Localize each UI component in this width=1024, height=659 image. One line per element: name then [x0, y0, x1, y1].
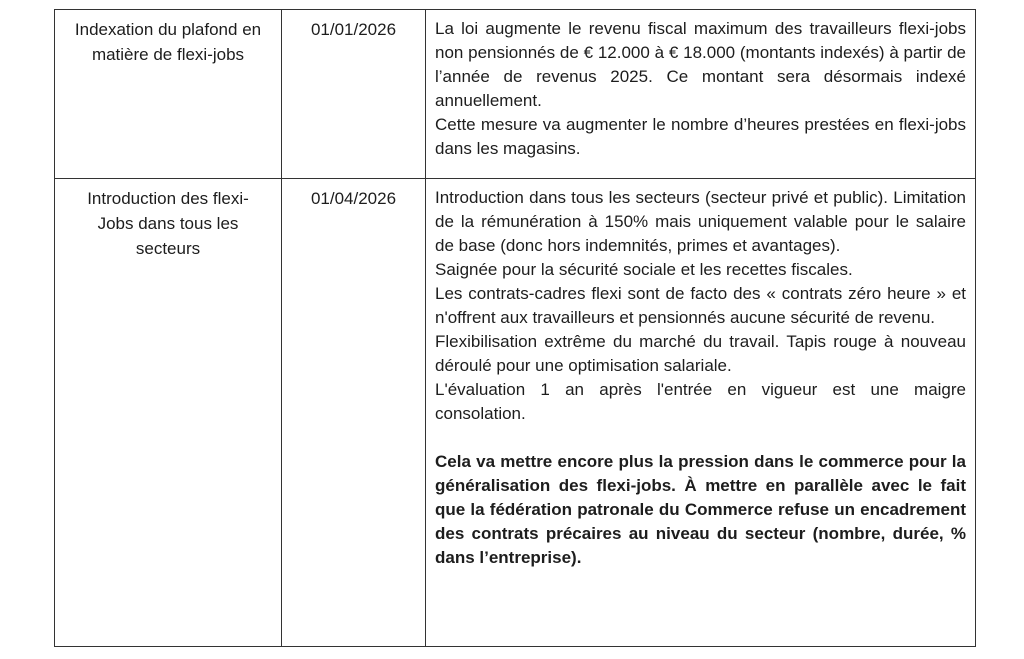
measure-date: 01/04/2026: [310, 189, 397, 208]
measure-date-cell: [282, 179, 426, 646]
description-paragraph: Flexibilisation extrême du marché du travail. Tapis rouge à nouveau déroulé pour une optimisation salariale.: [435, 332, 966, 375]
measure-date: 01/01/2026: [310, 20, 397, 39]
description-paragraph: Introduction dans tous les secteurs (secteur privé et public). Limitation de la rémunération à 150% mais uniquement valable pour le salaire de base (donc hors indemnités, primes et avantages).: [435, 188, 966, 255]
description-paragraph: L'évaluation 1 an après l'entrée en vigueur est une maigre consolation.: [435, 380, 966, 423]
measure-title-cell: [55, 10, 282, 179]
measure-date-cell: [282, 10, 426, 179]
measure-title: Indexation du plafond en matière de flexi-jobs: [74, 20, 262, 64]
description-paragraph-emphasis: Cela va mettre encore plus la pression dans le commerce pour la généralisation des flexi-jobs. À mettre en parallèle avec le fait que la fédération patronale du Commerce refuse un encadrement des contrats précaires au niveau du secteur (nombre, durée, % dans l’entreprise).: [435, 452, 966, 567]
description-paragraph: Les contrats-cadres flexi sont de facto des « contrats zéro heure » et n'offrent aux travailleurs et pensionnés aucune sécurité de revenu.: [435, 284, 966, 327]
measure-description-cell: [426, 179, 975, 646]
measure-title: Introduction des flexi-Jobs dans tous les secteurs: [87, 189, 249, 258]
measure-description-cell: [426, 10, 975, 179]
description-paragraph: Cette mesure va augmenter le nombre d’heures prestées en flexi-jobs dans les magasins.: [435, 115, 966, 158]
flexijobs-measures-table: [54, 9, 976, 647]
blank-line-spacer: [435, 426, 966, 450]
measure-title-cell: [55, 179, 282, 646]
description-paragraph: La loi augmente le revenu fiscal maximum des travailleurs flexi-jobs non pensionnés de € 12.000 à € 18.000 (montants indexés) à partir de l’année de revenus 2025. Ce montant sera désormais indexé annuellement.: [435, 19, 966, 110]
description-paragraph: Saignée pour la sécurité sociale et les recettes fiscales.: [435, 260, 853, 279]
